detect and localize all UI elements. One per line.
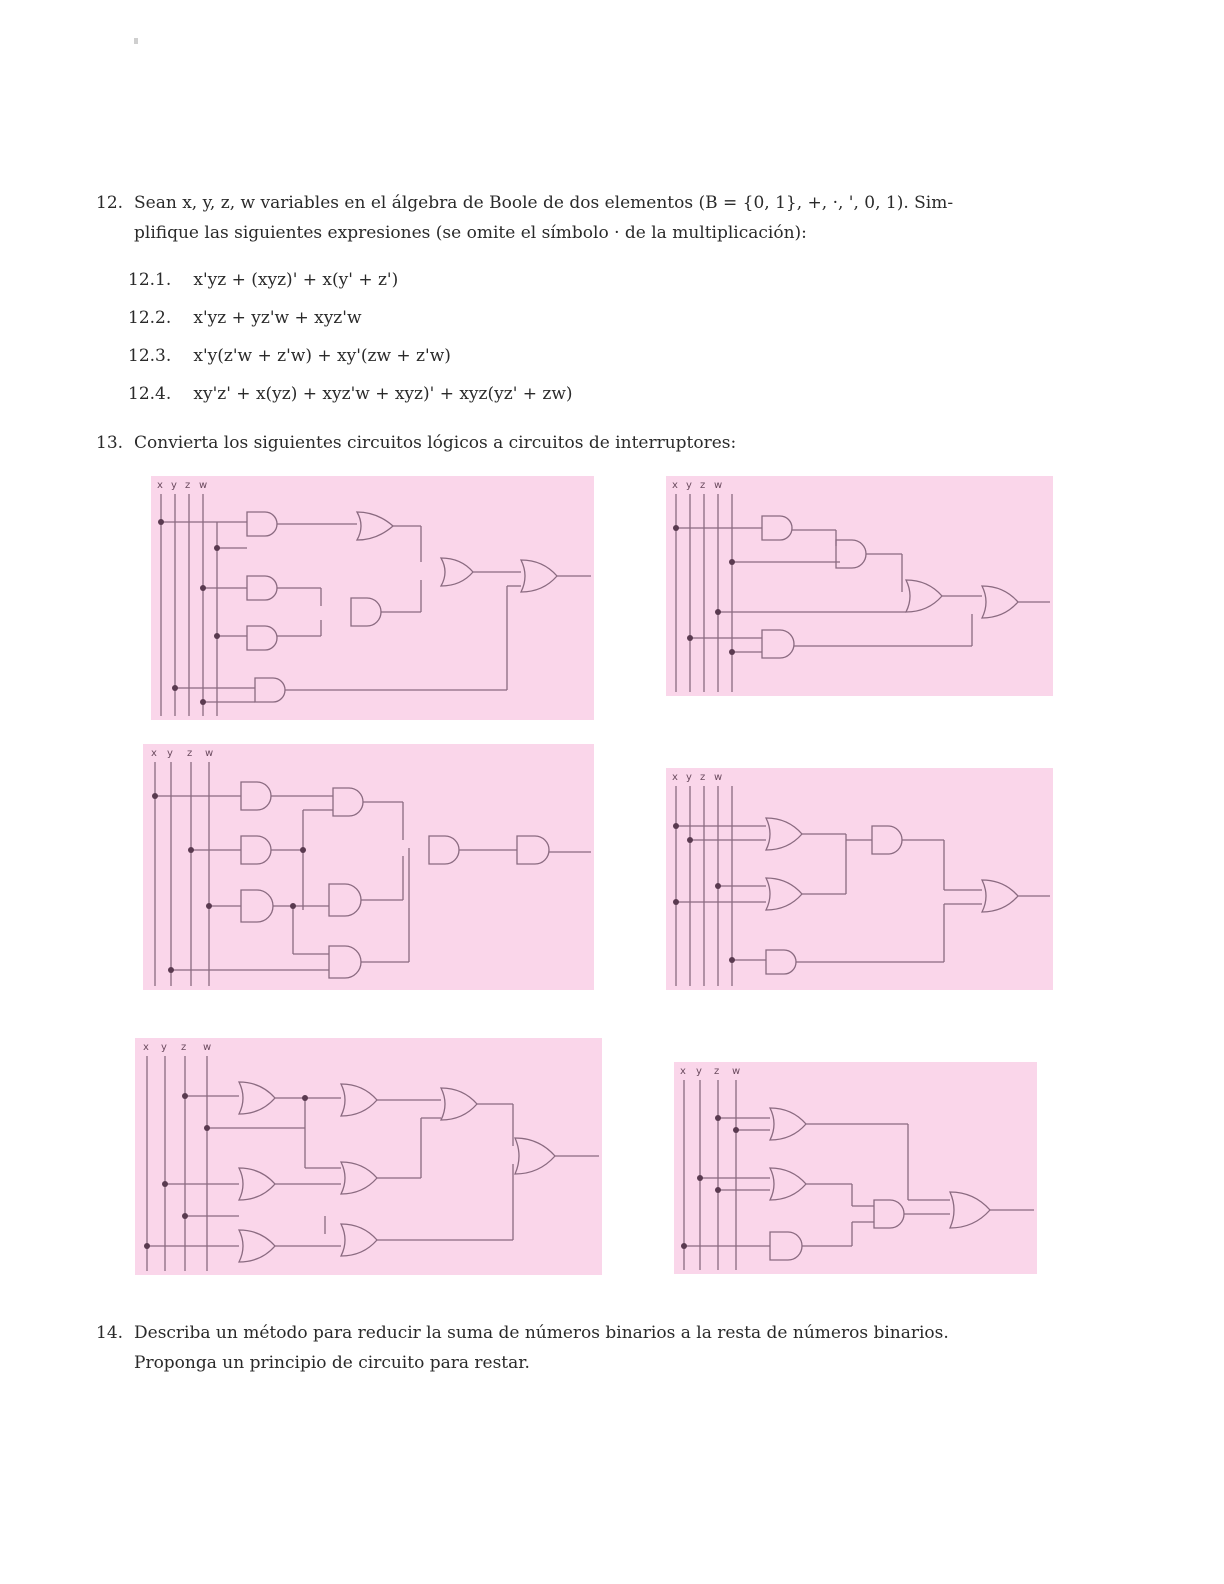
input-label: x [672,480,678,491]
subitem-label: 12.2. [128,308,172,328]
subitem [128,380,573,418]
exercise-text-line: Sean x, y, z, w variables en el álgebra de Boole de dos elementos (B = {0, 1}, +, ·, ', 0, 1). Sim- [134,193,954,213]
input-label: y [686,480,692,491]
circuit-diagram-1 [151,476,594,720]
input-label: y [696,1066,702,1077]
input-label: z [181,1042,187,1053]
circuit-svg [151,476,594,720]
input-label: w [714,480,723,491]
input-label: w [199,480,208,491]
exercise-number: 13. [96,433,124,453]
circuit-diagram-5 [135,1038,602,1275]
input-label: x [151,748,157,759]
subitem-expression: xy'z' + x(yz) + xyz'w + xyz)' + xyz(yz' + zw) [193,384,573,404]
input-label: x [672,772,678,783]
circuit-diagram-6 [674,1062,1037,1274]
circuit-diagram-3 [143,744,594,990]
circuit-diagram-2 [666,476,1053,696]
subitem [128,342,573,380]
subitem-label: 12.3. [128,346,172,366]
input-label: x [143,1042,149,1053]
input-label: y [161,1042,167,1053]
subitem-expression: x'y(z'w + z'w) + xy'(zw + z'w) [193,346,451,366]
circuit-svg [666,768,1053,990]
input-label: z [714,1066,720,1077]
exercise-14 [96,1318,1096,1378]
input-label: y [686,772,692,783]
circuit-svg [666,476,1053,696]
input-label: w [714,772,723,783]
exercise-12 [96,188,1096,248]
input-label: w [203,1042,212,1053]
subitem-label: 12.4. [128,384,172,404]
exercise-text-line: Describa un método para reducir la suma de números binarios a la resta de números binarios. [134,1323,949,1343]
exercise-text-line: plifique las siguientes expresiones (se omite el símbolo · de la multiplicación): [134,223,807,243]
subitem-label: 12.1. [128,270,172,290]
circuit-svg [674,1062,1037,1274]
circuit-svg [135,1038,602,1275]
subitem-expression: x'yz + (xyz)' + x(y' + z') [193,270,399,290]
exercise-number: 12. [96,193,124,213]
page-mark [134,38,138,44]
input-label: z [700,480,706,491]
input-label: x [680,1066,686,1077]
input-label: w [205,748,214,759]
subitem-expression: x'yz + yz'w + xyz'w [193,308,362,328]
input-label: z [187,748,193,759]
circuit-diagram-4 [666,768,1053,990]
subitem [128,266,573,304]
input-label: y [167,748,173,759]
exercise-number: 14. [96,1323,124,1343]
input-label: w [732,1066,741,1077]
input-label: x [157,480,163,491]
circuit-svg [143,744,594,990]
exercise-text-line: Proponga un principio de circuito para restar. [134,1353,530,1373]
exercise-text-line: Convierta los siguientes circuitos lógicos a circuitos de interruptores: [134,433,737,453]
subitem [128,304,573,342]
input-label: y [171,480,177,491]
input-label: z [700,772,706,783]
exercise-13 [96,428,1096,458]
input-label: z [185,480,191,491]
exercise-12-items [128,266,573,418]
